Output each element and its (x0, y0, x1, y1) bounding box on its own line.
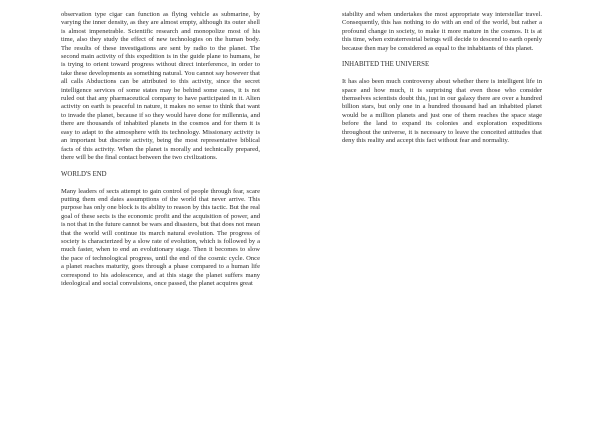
paragraph-gap (342, 53, 542, 61)
left-paragraph-1: observation type cigar can function as flying vehicle as submarine, by varying the inner density, as they are almost empty, although its outer shell is almost impenetrable. Scientific research and monopolize most of his time, also they study the effect of new technologies on the human body. The results of these investigations are sent by radio to the planet. The second main activity of this expedition is in the guide plane to humans, he is trying to orient toward progress without direct interference, in order to take these developments as something natural. You cannot say however that all calls Abductions can be attributed to this activity, since the secret intelligence services of some states may be behind some cases, it is not ruled out that any pharmaceutical company to have participated in it. Alien activity on earth is peaceful in nature, it makes no sense to think that want to invade the planet, because if so they would have done for millennia, and there are thousands of inhabited planets in the cosmos and for them it is easy to adapt to the atmosphere with its technology. Missionary activity is an important but discrete activity, being the most representative biblical facts of this activity. When the planet is morally and technically prepared, there will be the final contact between the two civilizations. (61, 11, 260, 161)
right-paragraph-2: It has also been much controversy about whether there is intelligent life in space and how much, it is surprising that even those who consider themselves scientists doubt this, just in our galaxy there are over a hundred billion stars, but only one in a hundred thousand had an inhabited planet would be a million planets and just one of them reaches the space stage before the land to expand its colonies and exploration expeditions throughout the universe, it is necessary to leave the conceited attitudes that deny this reality and accept this fact without fear and normality. (342, 78, 542, 145)
section-heading-worlds-end: WORLD'S END (61, 170, 107, 178)
section-heading-inhabited-universe: INHABITED THE UNIVERSE (342, 61, 430, 69)
paragraph-gap (61, 179, 260, 187)
right-column (342, 11, 542, 145)
left-column (61, 11, 260, 288)
paragraph-gap (342, 70, 542, 78)
left-paragraph-2: Many leaders of sects attempt to gain control of people through fear, scare putting them end dates assumptions of the world that never arrive. This purpose has only one block is its ability to reason by this tactic. But the real goal of these sects is the economic profit and the acquisition of power, and is not that in the future cannot be wars and disasters, but that does not mean that the world will continue its march natural evolution. The progress of society is characterized by a slow rate of evolution, which is followed by a much faster, when to end an evolutionary stage. Then it becomes to slow the pace of technological progress, until the end of the cosmic cycle. Once a planet reaches maturity, goes through a phase compared to a human life correspond to his adolescence, and at this stage the planet suffers many ideological and social convulsions, once passed, the planet acquires great (61, 187, 260, 287)
right-paragraph-1: stability and when undertakes the most appropriate way interstellar travel. Consequently, this has nothing to do with an end of the world, but rather a profound change in society, to make it more mature in the cosmos. It is at this time, when extraterrestrial beings will decide to descend to earth openly because then may be considered as equal to the inhabitants of this planet. (342, 11, 542, 52)
paragraph-gap (61, 162, 260, 170)
